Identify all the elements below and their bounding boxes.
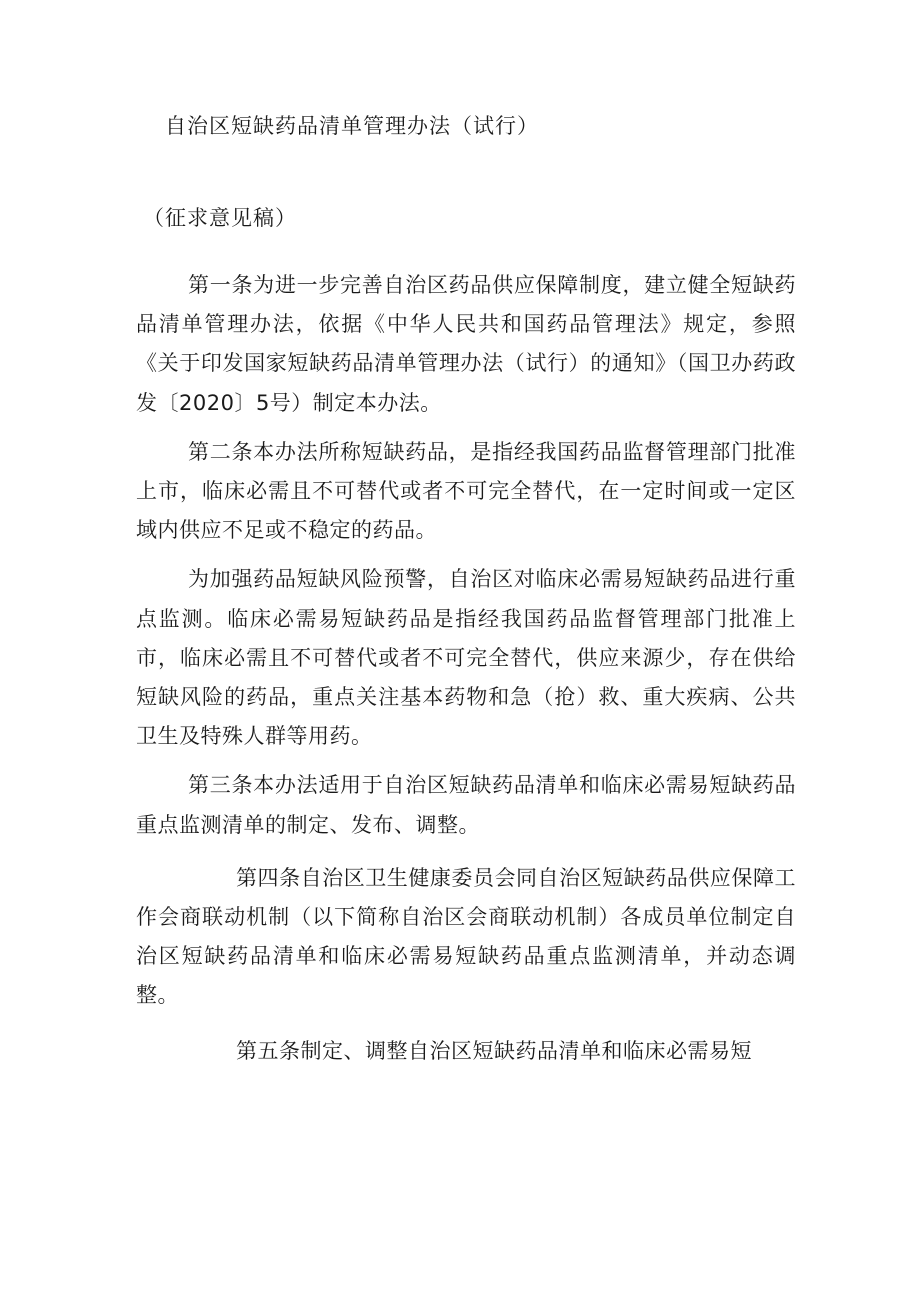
monitoring-paragraph: 为加强药品短缺风险预警，自治区对临床必需易短缺药品进行重点监测。临床必需易短缺药品是指经我国药品监督管理部门批准上市，临床必需且不可替代或者不可完全替代，供应来源少，存在供给短缺风险的药品，重点关注基本药物和急（抢）救、重大疾病、公共卫生及特殊人群等用药。 <box>136 567 796 749</box>
document-subtitle: （征求意见稿） <box>143 206 297 230</box>
article-5-paragraph: 第五条制定、调整自治区短缺药品清单和临床必需易短 <box>236 1038 752 1063</box>
article-3-paragraph: 第三条本办法适用于自治区短缺药品清单和临床必需易短缺药品重点监测清单的制定、发布、调整。 <box>136 773 796 837</box>
document-body <box>136 266 796 1071</box>
article-2-paragraph: 第二条本办法所称短缺药品，是指经我国药品监督管理部门批准上市，临床必需且不可替代或者不可完全替代，在一定时间或一定区域内供应不足或不稳定的药品。 <box>136 439 796 543</box>
article-1-paragraph: 第一条为进一步完善自治区药品供应保障制度，建立健全短缺药品清单管理办法，依据《中华人民共和国药品管理法》规定，参照《关于印发国家短缺药品清单管理办法（试行）的通知》（国卫办药政发〔2020〕5号）制定本办法。 <box>136 273 796 415</box>
article-4-paragraph: 第四条自治区卫生健康委员会同自治区短缺药品供应保障工作会商联动机制（以下简称自治区会商联动机制）各成员单位制定自治区短缺药品清单和临床必需易短缺药品重点监测清单，并动态调整。 <box>136 865 796 1008</box>
document-title: 自治区短缺药品清单管理办法（试行） <box>165 114 539 138</box>
